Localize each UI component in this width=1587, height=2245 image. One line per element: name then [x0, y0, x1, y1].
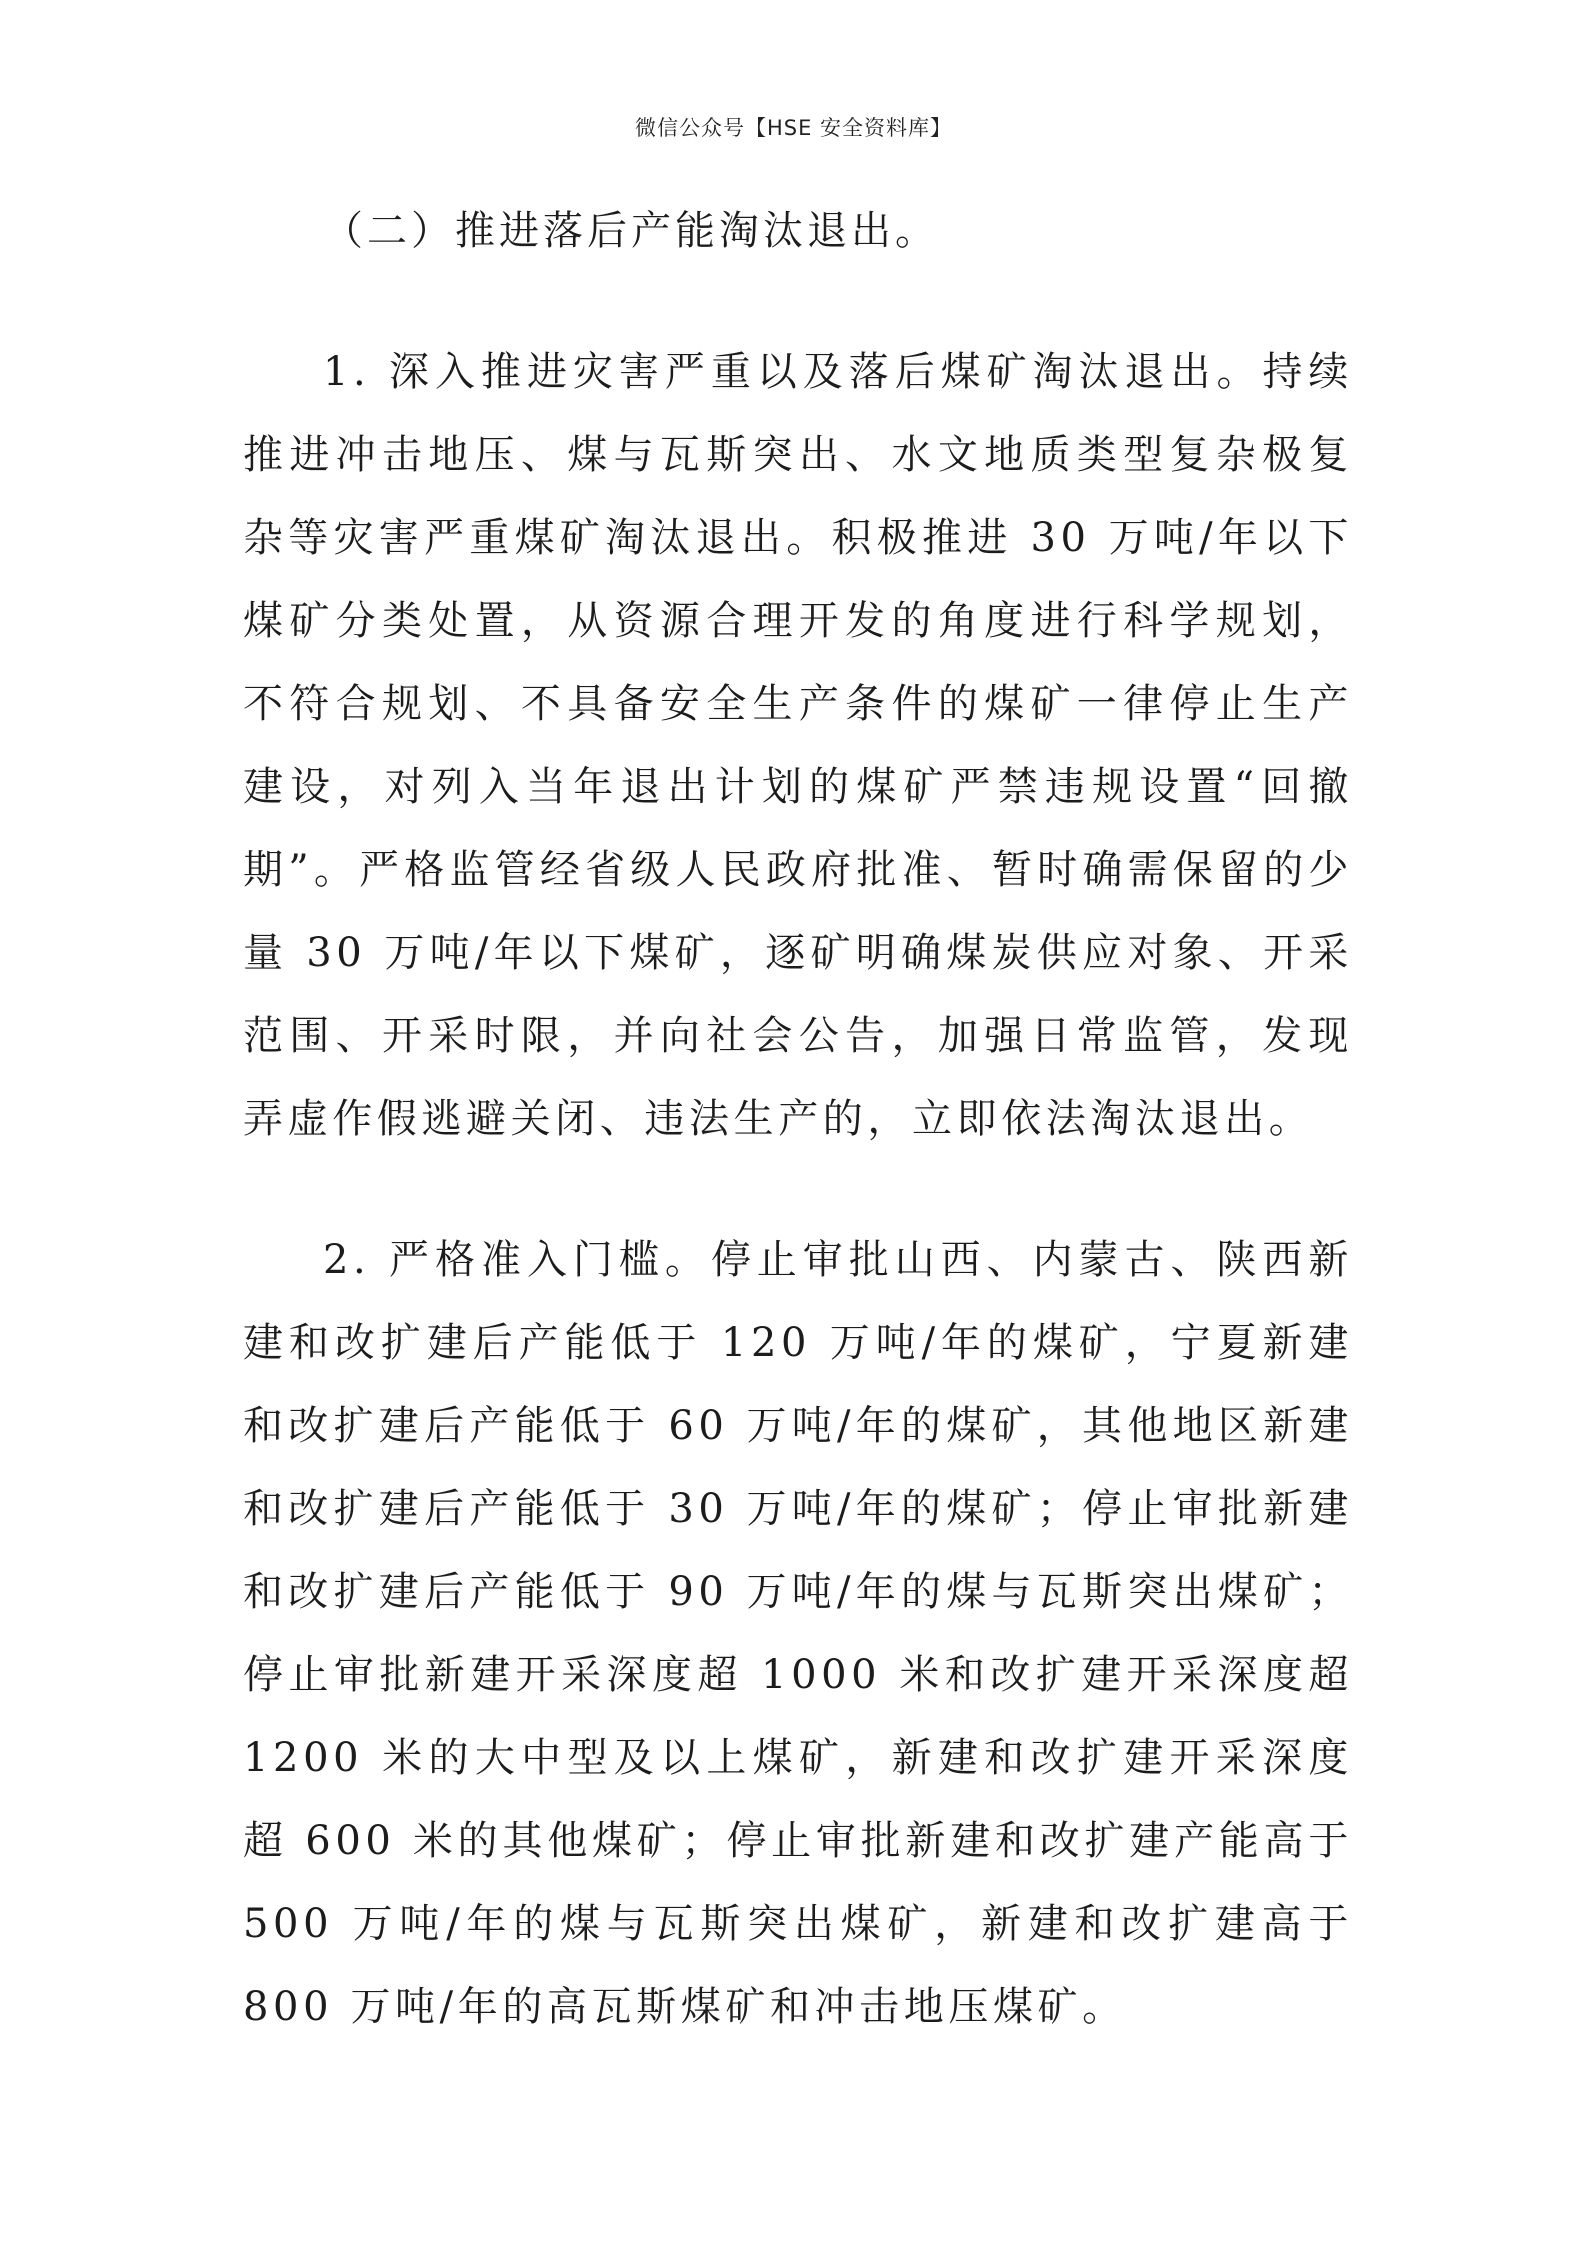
page-header-source: 微信公众号【HSE 安全资料库】 [634, 116, 953, 140]
section-heading: （二）推进落后产能淘汰退出。 [323, 208, 939, 254]
document-body [243, 190, 1353, 2049]
paragraph-2: 2. 严格准入门槛。停止审批山西、内蒙古、陕西新建和改扩建后产能低于 120 万吨/年的煤矿，宁夏新建和改扩建后产能低于 60 万吨/年的煤矿，其他地区新建和改扩建后产能低于 30 万吨/年的煤矿；停止审批新建和改扩建后产能低于 90 万吨/年的煤与瓦斯突出煤矿；停止审批新建开采深度超 1000 米和改扩建开采深度超 1200 米的大中型及以上煤矿，新建和改扩建开采深度超 600 米的其他煤矿；停止审批新建和改扩建产能高于 500 万吨/年的煤与瓦斯突出煤矿，新建和改扩建高于 800 万吨/年的高瓦斯煤矿和冲击地压煤矿。 [243, 1237, 1353, 2030]
paragraph-1: 1. 深入推进灾害严重以及落后煤矿淘汰退出。持续推进冲击地压、煤与瓦斯突出、水文地质类型复杂极复杂等灾害严重煤矿淘汰退出。积极推进 30 万吨/年以下煤矿分类处置，从资源合理开发的角度进行科学规划，不符合规划、不具备安全生产条件的煤矿一律停止生产建设，对列入当年退出计划的煤矿严禁违规设置“回撤期”。严格监管经省级人民政府批准、暂时确需保留的少量 30 万吨/年以下煤矿，逐矿明确煤炭供应对象、开采范围、开采时限，并向社会公告，加强日常监管，发现弄虚作假逃避关闭、违法生产的，立即依法淘汰退出。 [243, 349, 1353, 1142]
